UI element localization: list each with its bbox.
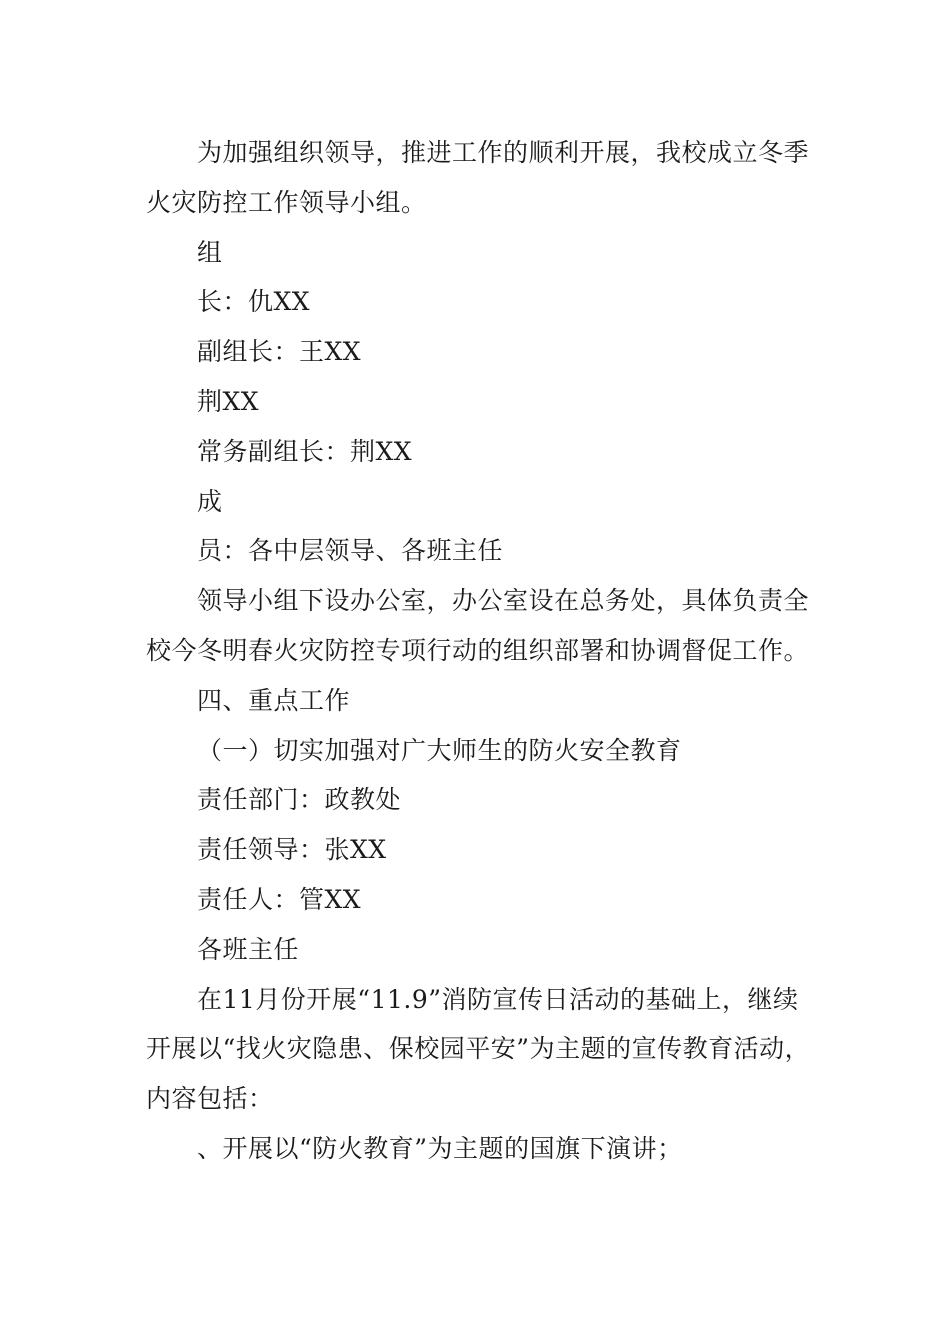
paragraph-office: 领导小组下设办公室，办公室设在总务处，具体负责全校今冬明春火灾防控专项行动的组织部署和协调督促工作。 (146, 586, 810, 665)
paragraph-deputy-leader-second: 荆XX (197, 386, 260, 416)
paragraph-activities: 在11月份开展“11.9”消防宣传日活动的基础上，继续开展以“找火灾隐患、保校园平安”为主题的宣传教育活动，内容包括： (146, 984, 811, 1114)
paragraph-intro: 为加强组织领导，推进工作的顺利开展，我校成立冬季火灾防控工作领导小组。 (146, 138, 810, 217)
paragraph-responsible-department: 责任部门：政教处 (197, 785, 402, 815)
paragraph-leader: 长：仇XX (197, 287, 311, 317)
heading-key-work: 四、重点工作 (197, 685, 351, 715)
paragraph-members: 员：各中层领导、各班主任 (197, 536, 504, 566)
paragraph-responsible-leader: 责任领导：张XX (197, 835, 387, 865)
paragraph-speech-item: 、开展以“防火教育”为主题的国旗下演讲； (197, 1133, 683, 1163)
paragraph-executive-deputy: 常务副组长：荆XX (197, 436, 413, 466)
paragraph-class-teachers: 各班主任 (197, 934, 300, 964)
paragraph-leader-label-part1: 组 (197, 237, 223, 267)
paragraph-deputy-leader: 副组长：王XX (197, 337, 362, 367)
subheading-education: （一）切实加强对广大师生的防火安全教育 (197, 735, 682, 765)
document-body (146, 128, 816, 1174)
paragraph-responsible-person: 责任人：管XX (197, 884, 362, 914)
paragraph-members-label-part1: 成 (197, 486, 223, 516)
